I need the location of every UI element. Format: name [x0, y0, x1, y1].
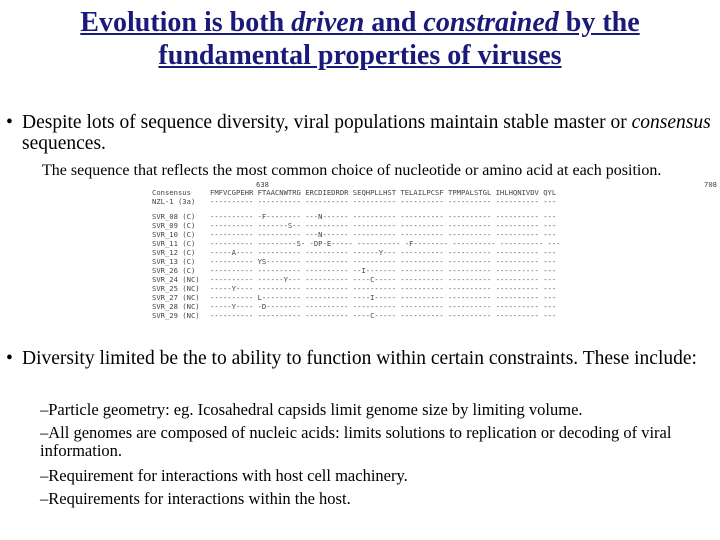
alignment-row [152, 311, 556, 320]
alignment-row [152, 239, 561, 248]
bullet-diversity-text: Diversity limited be the to ability to function within certain constraints. These include: [22, 348, 697, 369]
alignment-row-label: SVR_26 (C) [152, 266, 196, 275]
slide-title [0, 6, 720, 72]
alignment-row [152, 275, 556, 284]
sequence-alignment-figure [152, 180, 717, 350]
alignment-row [152, 302, 556, 311]
constraint-item: –Requirement for interactions with host cell machinery. [40, 466, 408, 485]
alignment-row [152, 230, 556, 239]
alignment-row-sequence: -----Y---- -D-------- ---------- ---------- ---------- ---------- ---------- --- [210, 302, 557, 311]
bullet-marker: • [6, 348, 13, 369]
alignment-row-sequence: ---------- YS-------- ---------- ---------- ---------- ---------- ---------- --- [210, 257, 557, 266]
alignment-row-sequence: ---------- ---------- ---N------ ---------- ---------- ---------- ---------- --- [210, 230, 557, 239]
alignment-row-label: SVR_10 (C) [152, 230, 196, 239]
alignment-row-sequence: ---------- ---------- ---------- ----C----- ---------- ---------- ---------- --- [210, 311, 557, 320]
alignment-row [152, 188, 556, 197]
alignment-row-label: SVR_24 (NC) [152, 275, 200, 284]
alignment-row-sequence: FMFVCGPEHR FTAACNWTRG ERCDIEDRDR SEQHPLLHST TELAILPCSF TPMPALSTGL IHLHQNIVDV QYL [210, 188, 557, 197]
alignment-row-sequence: ---------- ---------S- -DP-E----- ---------- -F-------- ---------- ---------- --- [210, 239, 561, 248]
constraint-item: –Particle geometry: eg. Icosahedral capsids limit genome size by limiting volume. [40, 400, 583, 419]
title-emphasis-driven: driven [291, 7, 365, 38]
title-text-mid: and [364, 7, 424, 38]
alignment-row-label: SVR_08 (C) [152, 212, 196, 221]
bullet-consensus-text [22, 112, 720, 154]
alignment-row [152, 284, 556, 293]
alignment-row-sequence: ---------- ---------- ---------- ---------- ---------- ---------- ---------- --- [210, 197, 557, 206]
alignment-row [152, 248, 556, 257]
title-line-2: fundamental properties of viruses [158, 40, 562, 71]
alignment-row-sequence: ---------- L--------- ---------- ----I----- ---------- ---------- ---------- --- [210, 293, 557, 302]
alignment-start-position: 638 [256, 180, 269, 189]
alignment-end-position: 708 [704, 180, 717, 189]
alignment-row-label: SVR_25 (NC) [152, 284, 200, 293]
bullet-emphasis-consensus: consensus [631, 112, 711, 133]
alignment-row [152, 197, 556, 206]
alignment-row-sequence: -----A---- ---------- ---------- ------Y--- ---------- ---------- ---------- --- [210, 248, 557, 257]
alignment-row-label: SVR_11 (C) [152, 239, 196, 248]
alignment-row-label: Consensus [152, 188, 191, 197]
alignment-row-sequence: ---------- -------S-- ---------- ---------- ---------- ---------- ---------- --- [210, 221, 557, 230]
alignment-row [152, 293, 556, 302]
alignment-row-sequence: -----Y---- ---------- ---------- ---------- ---------- ---------- ---------- --- [210, 284, 557, 293]
title-emphasis-constrained: constrained [423, 7, 559, 38]
alignment-row-sequence: ---------- -F-------- ---N------ ---------- ---------- ---------- ---------- --- [210, 212, 557, 221]
alignment-row-label: SVR_13 (C) [152, 257, 196, 266]
consensus-definition: The sequence that reflects the most common choice of nucleotide or amino acid at each position. [42, 162, 662, 179]
title-text-pre: Evolution is both [80, 7, 292, 38]
alignment-row-label: NZL-1 (3a) [152, 197, 196, 206]
alignment-row-label: SVR_28 (NC) [152, 302, 200, 311]
alignment-row [152, 257, 556, 266]
bullet-marker: • [6, 112, 13, 133]
alignment-row [152, 221, 556, 230]
bullet-text-pre: Despite lots of sequence diversity, viral populations maintain stable master or [22, 112, 632, 133]
alignment-row-sequence: ---------- ------Y--- ---------- ----C----- ---------- ---------- ---------- --- [210, 275, 557, 284]
alignment-row-label: SVR_12 (C) [152, 248, 196, 257]
alignment-row-label: SVR_09 (C) [152, 221, 196, 230]
title-line-1 [0, 6, 720, 39]
constraint-item: –Requirements for interactions within the host. [40, 489, 351, 508]
alignment-row-sequence: ---------- ---------- ---------- --I------- ---------- ---------- ---------- --- [210, 266, 557, 275]
constraint-item: –All genomes are composed of nucleic acids: limits solutions to replication or decoding of viral information. [40, 423, 672, 460]
alignment-row [152, 266, 556, 275]
title-text-post: by the [558, 7, 640, 38]
bullet-text-post: sequences. [22, 133, 106, 154]
alignment-row [152, 212, 556, 221]
alignment-row-label: SVR_27 (NC) [152, 293, 200, 302]
alignment-row-label: SVR_29 (NC) [152, 311, 200, 320]
